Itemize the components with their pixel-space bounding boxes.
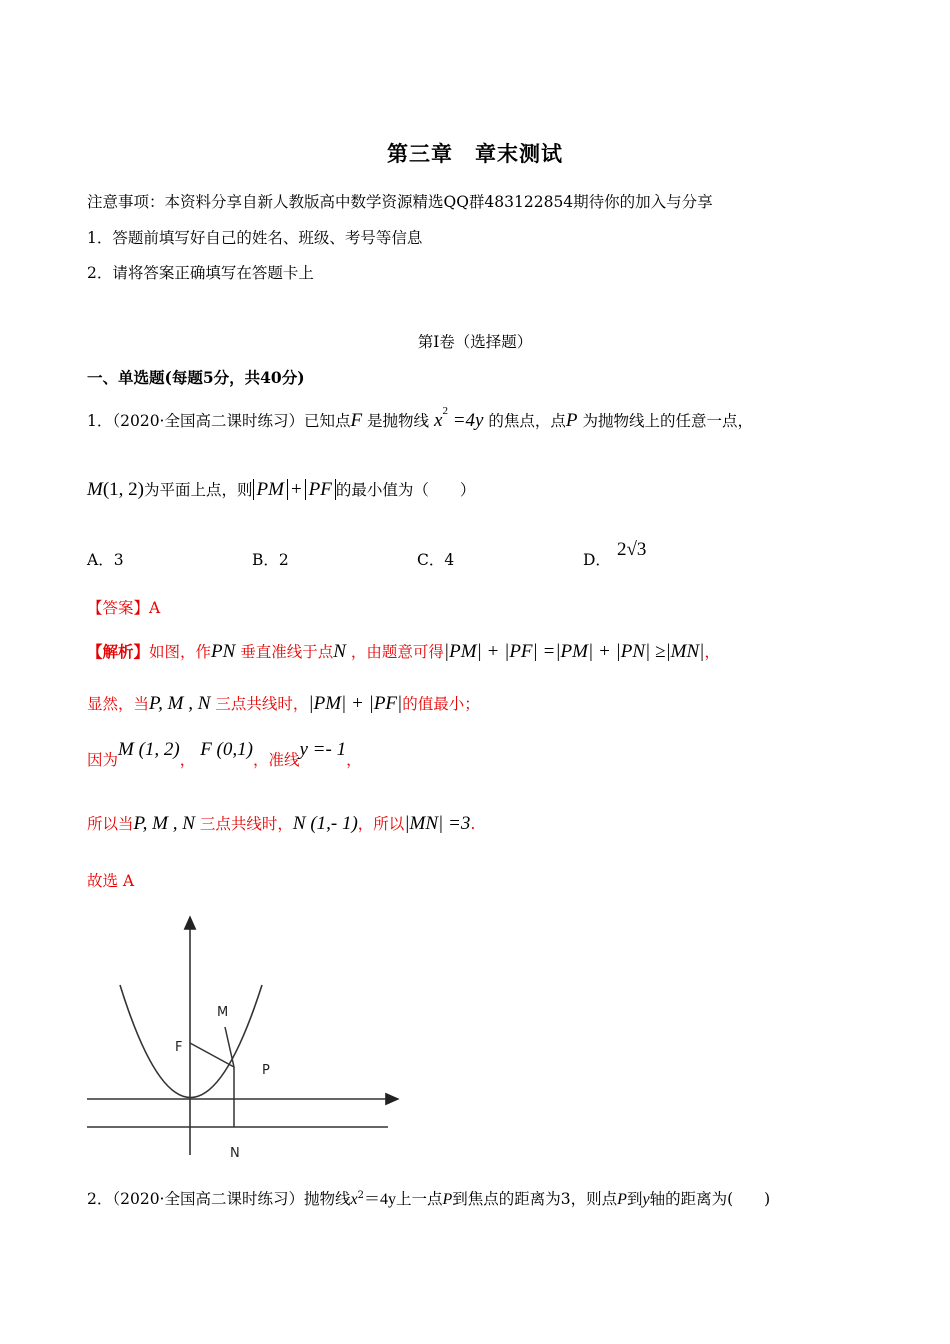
q1-eq-x: x xyxy=(434,410,443,431)
analysis-text: 三点共线时， xyxy=(215,695,309,713)
parabola-curve xyxy=(120,985,262,1098)
q2-eq-exp: 2 xyxy=(357,1189,364,1201)
notes-item-1: 1．答题前填写好自己的姓名、班级、考号等信息 xyxy=(87,229,423,247)
analysis-text: ， xyxy=(704,643,720,661)
q2-eq-rest: ＝4y xyxy=(363,1191,396,1208)
analysis-text: 三点共线时， xyxy=(199,815,293,833)
q2-p: P xyxy=(442,1191,453,1208)
analysis-text: ， xyxy=(346,751,362,769)
q1-F: F xyxy=(350,410,363,431)
analysis-line-1 xyxy=(87,640,720,663)
q1-text: 为平面上点，则 xyxy=(143,481,253,499)
analysis-text: 因为 xyxy=(87,751,119,769)
q2-text: 到 xyxy=(626,1190,643,1208)
q2-y: y xyxy=(642,1191,650,1208)
segment-fp xyxy=(190,1043,234,1067)
q1-M-coords: (1, 2) xyxy=(102,479,144,500)
analysis-text: ，所以 xyxy=(357,815,405,833)
question-1-line-2 xyxy=(87,478,475,501)
section-title: 一、单选题(每题5分，共40分) xyxy=(87,368,305,387)
notes-item-2: 2．请将答案正确填写在答题卡上 xyxy=(87,264,314,282)
option-d-value: 2√3 xyxy=(616,539,647,560)
q1-text: 的最小值为（ ） xyxy=(335,481,476,499)
analysis-line-2 xyxy=(87,692,480,715)
option-c: C．4 xyxy=(417,551,455,569)
analysis-pmn: P, M , N xyxy=(149,693,211,714)
question-2 xyxy=(87,1186,770,1209)
option-b: B．2 xyxy=(252,551,289,569)
parabola-figure xyxy=(80,905,410,1170)
page-title: 第三章 章末测试 xyxy=(387,141,563,166)
analysis-line-4 xyxy=(87,812,475,835)
option-d-label: D． xyxy=(583,551,611,569)
q1-text: 为抛物线上的任意一点， xyxy=(582,412,753,430)
q1-P: P xyxy=(565,410,578,431)
analysis-mn: |MN| =3 xyxy=(404,813,471,834)
analysis-text: ，由题意可得 xyxy=(350,643,444,661)
analysis-text: ， xyxy=(179,751,196,769)
label-f: F xyxy=(175,1040,183,1055)
analysis-conclusion: 故选 A xyxy=(87,872,135,890)
segment-mp xyxy=(225,1027,234,1067)
analysis-text: ，准线 xyxy=(252,751,300,769)
analysis-eq-2: |PM| + |PF| xyxy=(308,693,403,714)
analysis-text: 显然，当 xyxy=(87,695,150,713)
analysis-n: N xyxy=(333,641,346,662)
analysis-text: 的值最小； xyxy=(402,695,480,713)
q1-eq-exp: 2 xyxy=(442,405,448,417)
option-d xyxy=(583,539,647,571)
label-p: P xyxy=(262,1063,270,1078)
q1-text: 是抛物线 xyxy=(367,412,430,430)
analysis-label: 【解析】 xyxy=(87,642,150,661)
q2-text: 到焦点的距离为3，则点 xyxy=(452,1190,618,1208)
q2-text: 轴的距离为( ) xyxy=(649,1190,771,1208)
part-title: 第I卷（选择题） xyxy=(417,333,533,351)
analysis-line-3 xyxy=(87,739,362,771)
analysis-m: M (1, 2) xyxy=(118,739,180,760)
analysis-directrix: y =- 1 xyxy=(299,739,347,760)
q2-text: 上一点 xyxy=(396,1190,443,1208)
analysis-text: 如图，作 xyxy=(149,643,212,661)
label-n: N xyxy=(230,1146,240,1161)
q1-source: 1．（2020·全国高二课时练习）已知点 xyxy=(87,412,351,430)
analysis-pmn-2: P, M , N xyxy=(133,813,195,834)
q1-expr-pm: PM xyxy=(253,479,288,500)
analysis-text: 垂直准线于点 xyxy=(240,643,334,661)
q1-M: M xyxy=(87,479,103,500)
label-m: M xyxy=(217,1005,229,1020)
analysis-n-coords: N (1,- 1) xyxy=(292,813,358,834)
q2-p-2: P xyxy=(617,1191,627,1208)
analysis-text: . xyxy=(470,815,476,833)
option-a: A．3 xyxy=(87,551,124,569)
q2-eq-x: x xyxy=(350,1191,358,1208)
analysis-eq-1: |PM| + |PF| =|PM| + |PN| ≥|MN| xyxy=(443,641,705,662)
question-1-line-1 xyxy=(87,405,753,432)
q1-plus: + xyxy=(290,479,302,500)
analysis-f: F (0,1) xyxy=(200,739,253,760)
analysis-pn: PN xyxy=(211,641,236,662)
notes-header: 注意事项：本资料分享自新人教版高中数学资源精选QQ群483122854期待你的加入与分享 xyxy=(87,193,713,211)
q2-text: 2．（2020·全国高二课时练习）抛物线 xyxy=(87,1190,351,1208)
q1-eq-rest: =4y xyxy=(447,410,484,431)
q1-text: 的焦点，点 xyxy=(488,412,566,430)
analysis-text: 所以当 xyxy=(87,815,134,833)
q1-expr-pf: PF xyxy=(305,479,336,500)
answer-label: 【答案】A xyxy=(87,599,161,617)
